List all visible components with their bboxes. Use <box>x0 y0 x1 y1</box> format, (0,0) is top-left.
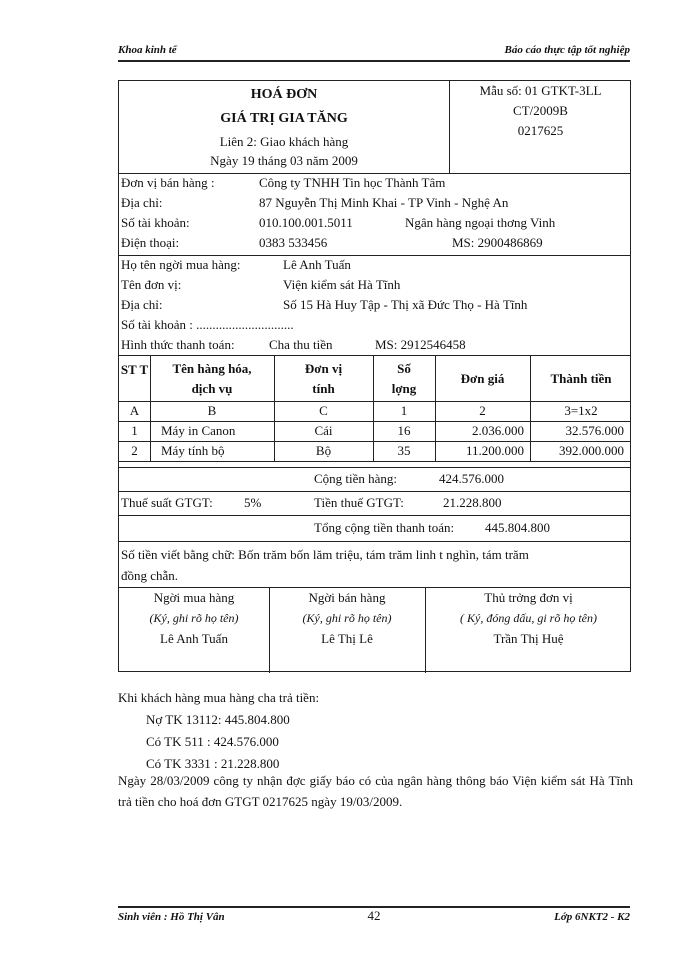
buyer-name-label: Họ tên ngời mua hàng: <box>121 257 241 272</box>
seller-tax-code: MS: 2900486869 <box>452 235 543 250</box>
total-value: 445.804.800 <box>485 520 550 535</box>
seller-bank: Ngân hàng ngoại thơng Vinh <box>405 215 556 230</box>
code-qty: 1 <box>400 403 408 418</box>
col-name-2: dịch vụ <box>191 381 233 396</box>
header-right: Báo cáo thực tập tốt nghiệp <box>504 44 630 56</box>
payment-paragraph: Ngày 28/03/2009 công ty nhận đợc giấy báo có của ngân hàng thông báo Viện kiểm sát Hà Tĩnh trả tiền cho hoá đơn GTGT 0217625 ngày 19/03/2009. <box>118 773 633 809</box>
col-qty-2: lợng <box>391 381 417 396</box>
buyer-name: Lê Anh Tuấn <box>283 257 351 272</box>
buyer-unit: Viện kiểm sát Hà Tĩnh <box>283 277 401 292</box>
row2-unit: Bộ <box>315 443 332 458</box>
code-name: B <box>207 403 217 418</box>
invoice-box <box>118 80 631 672</box>
subtotal-value: 424.576.000 <box>439 471 504 486</box>
col-name-1: Tên hàng hóa, <box>172 361 252 376</box>
entry-credit-3331: Có TK 3331 : 21.228.800 <box>146 756 280 771</box>
col-stt: ST T <box>120 362 149 377</box>
row2-price: 11.200.000 <box>465 443 524 458</box>
row2-qty: 35 <box>397 443 411 458</box>
seller-phone-label: Điện thoại: <box>121 235 180 250</box>
col-unit-1: Đơn vị <box>304 361 343 376</box>
payment-method: Cha thu tiền <box>269 337 333 352</box>
invoice-series: CT/2009B <box>513 103 568 118</box>
buyer-unit-label: Tên đơn vị: <box>121 277 182 292</box>
page-footer <box>118 906 630 928</box>
buyer-sign-title: Ngời mua hàng <box>153 590 235 605</box>
seller-phone: 0383 533456 <box>259 235 328 250</box>
seller-account: 010.100.001.5011 <box>259 215 353 230</box>
col-unit-2: tính <box>312 381 335 396</box>
invoice-number: 0217625 <box>517 123 564 138</box>
vat-value: 21.228.800 <box>443 495 502 510</box>
seller-addr-label: Địa chỉ: <box>121 195 163 210</box>
invoice-subtitle: GIÁ TRỊ GIA TĂNG <box>220 111 348 126</box>
col-price: Đơn giá <box>460 371 505 386</box>
buyer-sign-note: (Ký, ghi rõ họ tên) <box>149 611 239 625</box>
footer-class: Lớp 6NKT2 - K2 <box>554 911 630 923</box>
page-header <box>118 44 630 62</box>
invoice-date: Ngày 19 tháng 03 năm 2009 <box>210 153 358 168</box>
head-sign-note: ( Ký, đóng dấu, gi rõ họ tên) <box>460 611 597 625</box>
row1-amount: 32.576.000 <box>565 423 624 438</box>
row2-amount: 392.000.000 <box>559 443 624 458</box>
buyer-acct-label: Số tài khoản : .............................. <box>121 317 294 332</box>
payment-label: Hình thức thanh toán: <box>121 337 235 352</box>
seller-unit: Công ty TNHH Tin học Thành Tâm <box>259 175 446 190</box>
entry-debit: Nợ TK 13112: 445.804.800 <box>146 712 290 727</box>
seller-address: 87 Nguyễn Thị Minh Khai - TP Vinh - Nghệ An <box>259 195 509 210</box>
head-sign-title: Thủ trởng đơn vị <box>484 590 573 605</box>
amount-in-words-2: đồng chẵn. <box>121 568 179 583</box>
vat-rate: 5% <box>244 495 262 510</box>
row2-name: Máy tính bộ <box>161 443 225 458</box>
buyer-address: Số 15 Hà Huy Tập - Thị xã Đức Thọ - Hà Tĩnh <box>283 297 528 312</box>
head-sign-name: Trần Thị Huệ <box>493 631 564 646</box>
entry-credit-511: Có TK 511 : 424.576.000 <box>146 734 279 749</box>
footer-student: Sinh viên : Hồ Thị Vân <box>118 911 225 923</box>
code-amount: 3=1x2 <box>564 403 598 418</box>
buyer-addr-label: Địa chỉ: <box>121 297 163 312</box>
row2-stt: 2 <box>131 443 138 458</box>
col-amount: Thành tiền <box>550 371 612 386</box>
total-label: Tổng cộng tiền thanh toán: <box>314 520 455 535</box>
seller-sign-name: Lê Thị Lê <box>321 631 373 646</box>
code-stt: A <box>129 403 140 418</box>
invoice-copy: Liên 2: Giao khách hàng <box>219 134 349 149</box>
code-price: 2 <box>479 403 486 418</box>
seller-unit-label: Đơn vị bán hàng : <box>121 175 215 190</box>
code-unit: C <box>319 403 328 418</box>
seller-acct-label: Số tài khoản: <box>121 215 190 230</box>
col-qty-1: Số <box>397 361 411 376</box>
seller-sign-title: Ngời bán hàng <box>308 590 386 605</box>
invoice-title: HOÁ ĐƠN <box>250 87 318 102</box>
seller-sign-note: (Ký, ghi rõ họ tên) <box>302 611 392 625</box>
row1-name: Máy in Canon <box>161 423 236 438</box>
vat-rate-label: Thuế suất GTGT: <box>121 495 213 510</box>
row1-stt: 1 <box>131 423 138 438</box>
buyer-sign-name: Lê Anh Tuấn <box>160 631 228 646</box>
subtotal-label: Cộng tiền hàng: <box>314 471 398 486</box>
page-number: 42 <box>367 908 381 923</box>
vat-label: Tiền thuế GTGT: <box>314 495 404 510</box>
buyer-tax-code: MS: 2912546458 <box>375 337 466 352</box>
amount-in-words-1: Số tiền viết bằng chữ: Bốn trăm bốn lăm triệu, tám trăm linh t nghìn, tám trăm <box>121 547 529 562</box>
row1-qty: 16 <box>397 423 411 438</box>
form-number: Mẫu số: 01 GTKT-3LL <box>479 83 602 98</box>
header-left: Khoa kinh tế <box>118 44 177 56</box>
row1-price: 2.036.000 <box>472 423 524 438</box>
row1-unit: Cái <box>314 423 333 438</box>
entry-intro: Khi khách hàng mua hàng cha trả tiền: <box>118 690 320 705</box>
